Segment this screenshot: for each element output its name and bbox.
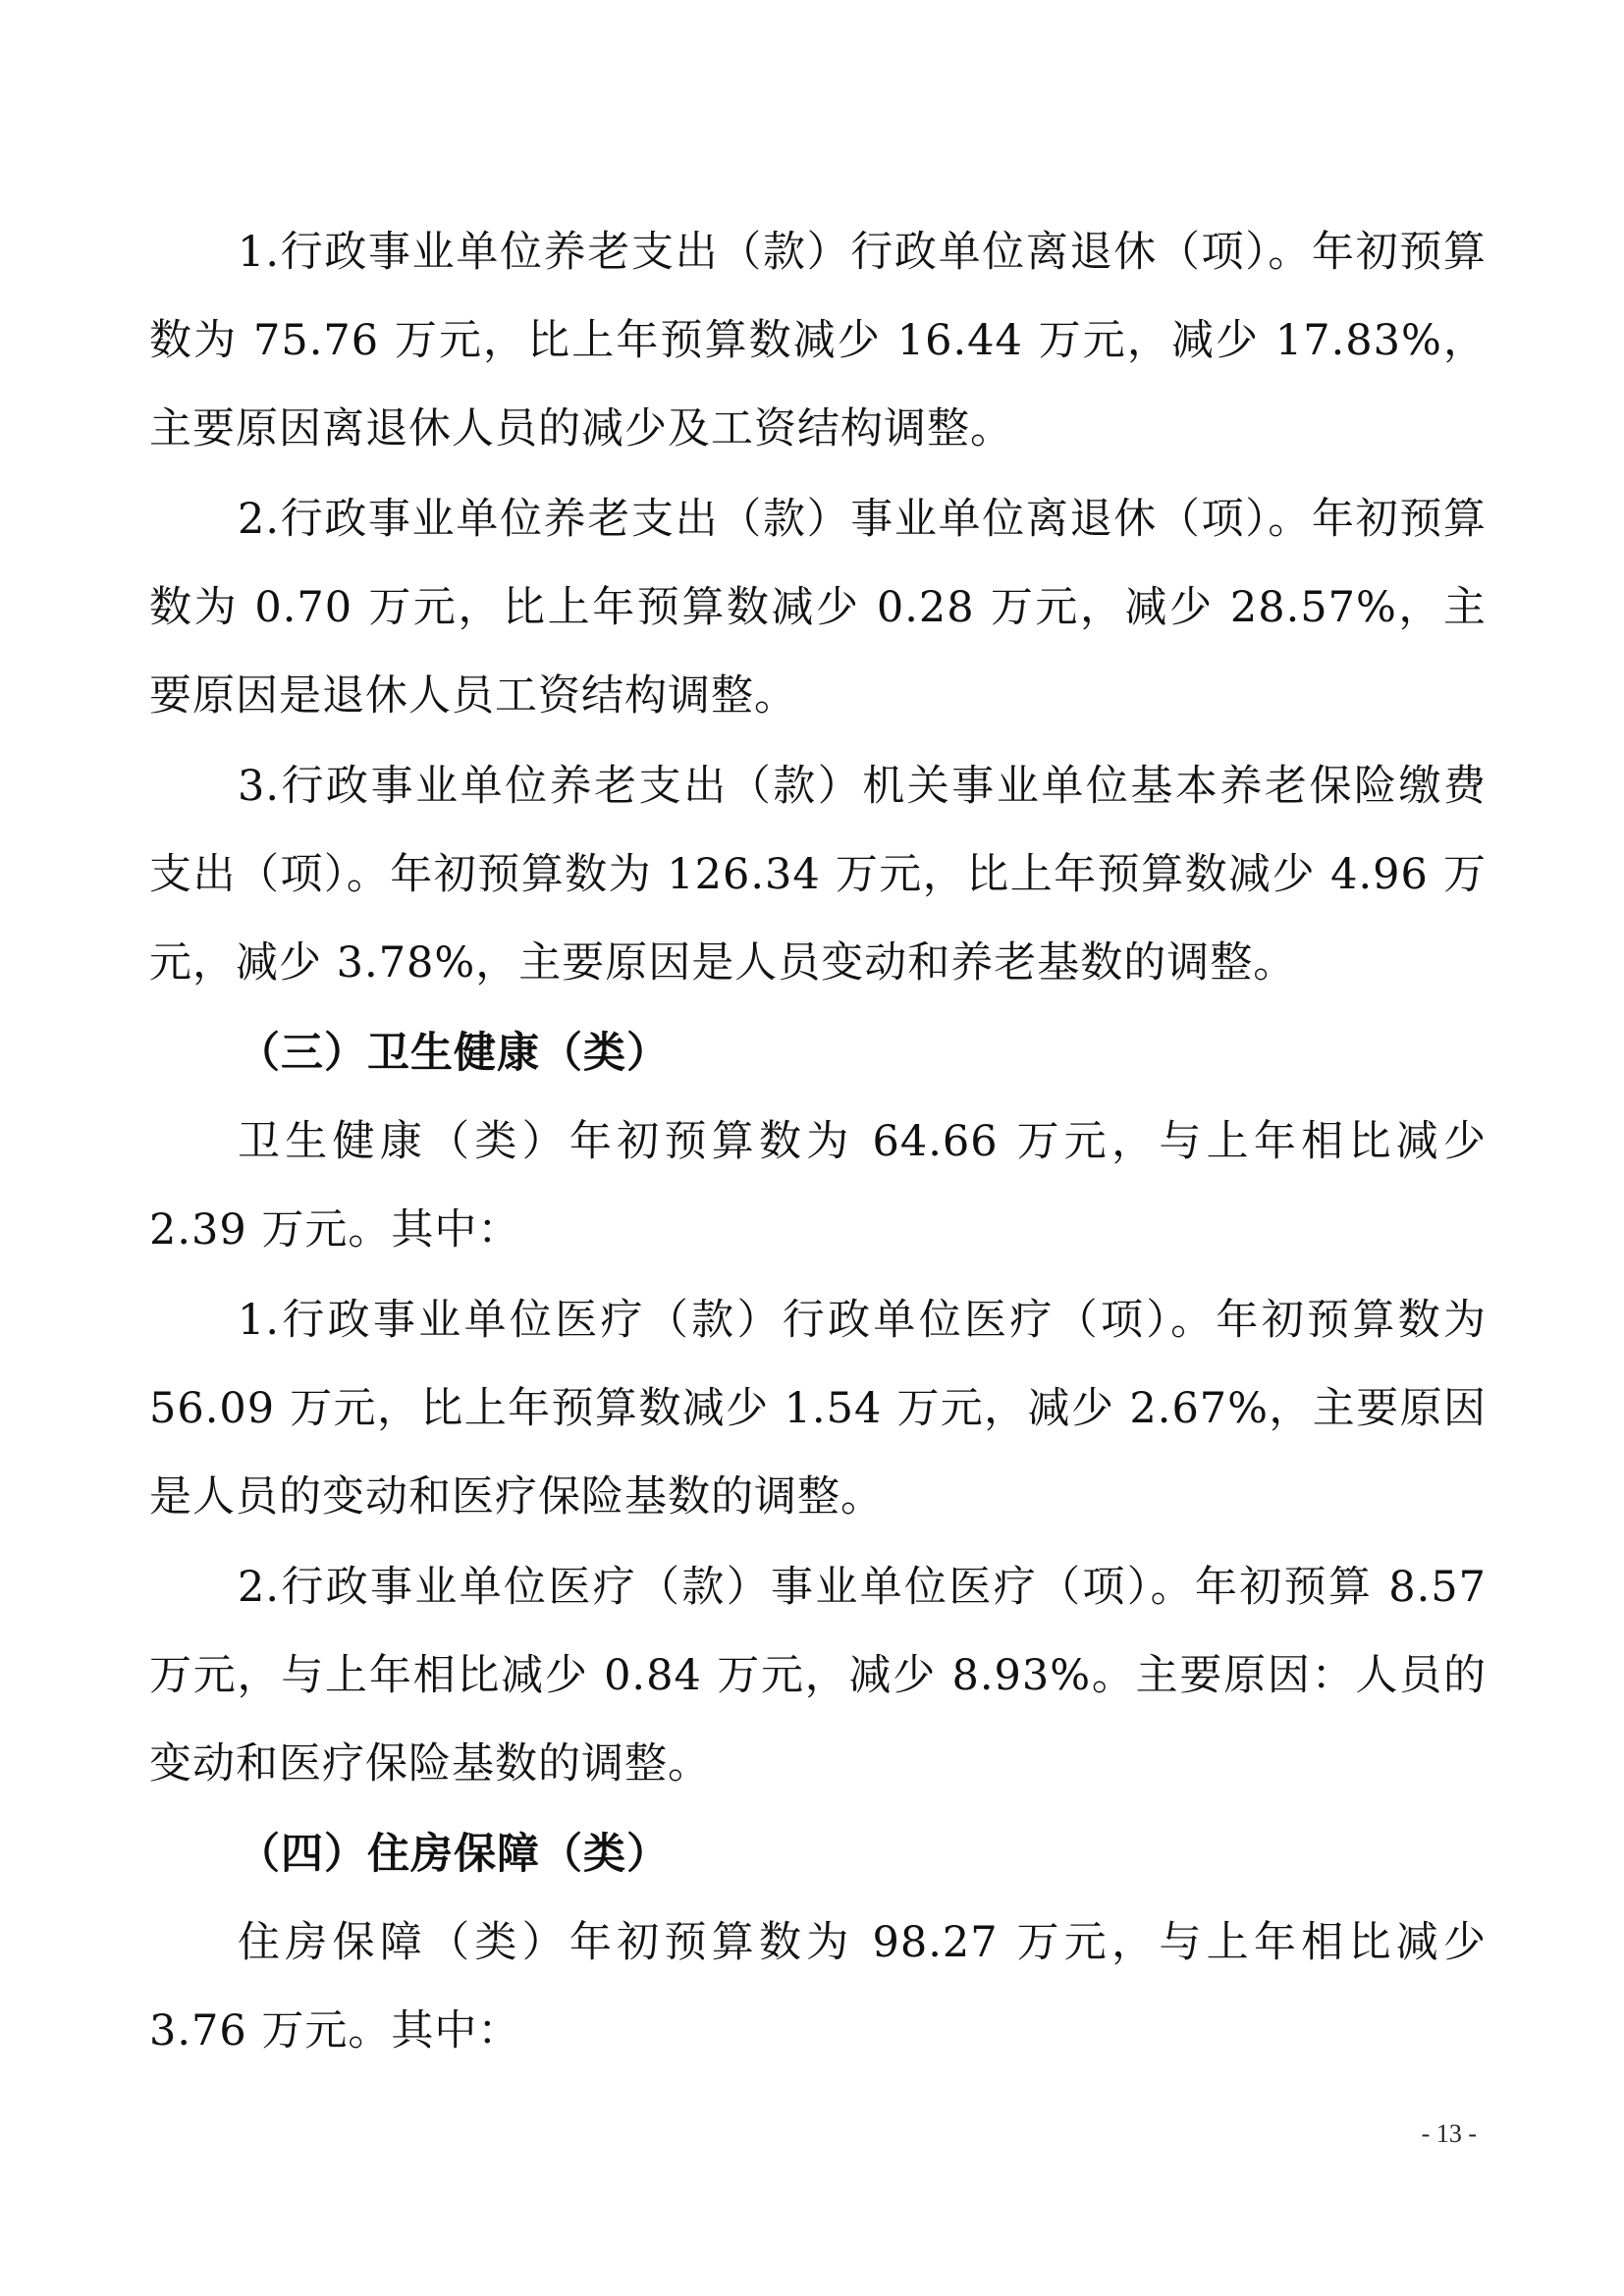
section-heading-housing: （四）住房保障（类） — [238, 1830, 670, 1879]
paragraph-pension-insurance-contribution: 3.行政事业单位养老支出（款）机关事业单位基本养老保险缴费支出（项）。年初预算数为 126.34 万元，比上年预算数减少 4.96 万元，减少 3.78%，主要原因是人员变动和养老基数的调整。 — [149, 762, 1487, 988]
paragraph-pension-admin-retirement: 1.行政事业单位养老支出（款）行政单位离退休（项）。年初预算数为 75.76 万元，比上年预算数减少 16.44 万元，减少 17.83%，主要原因离退休人员的减少及工资结构调整。 — [149, 228, 1487, 454]
paragraph-health-admin-medical: 1.行政事业单位医疗（款）行政单位医疗（项）。年初预算数为 56.09 万元，比上年预算数减少 1.54 万元，减少 2.67%，主要原因是人员的变动和医疗保险基数的调整。 — [149, 1296, 1487, 1522]
section-heading-health: （三）卫生健康（类） — [238, 1029, 670, 1078]
paragraph-pension-institution-retirement: 2.行政事业单位养老支出（款）事业单位离退休（项）。年初预算数为 0.70 万元，比上年预算数减少 0.28 万元，减少 28.57%，主要原因是退休人员工资结构调整。 — [149, 495, 1487, 721]
paragraph-health-summary: 卫生健康（类）年初预算数为 64.66 万元，与上年相比减少 2.39 万元。其中： — [149, 1117, 1487, 1255]
page-number: - 13 - — [1421, 2119, 1477, 2148]
paragraph-health-institution-medical: 2.行政事业单位医疗（款）事业单位医疗（项）。年初预算 8.57 万元，与上年相比减少 0.84 万元，减少 8.93%。主要原因：人员的变动和医疗保险基数的调整。 — [149, 1563, 1487, 1789]
document-body — [149, 208, 1487, 2077]
paragraph-housing-summary: 住房保障（类）年初预算数为 98.27 万元，与上年相比减少 3.76 万元。其中： — [149, 1918, 1487, 2056]
